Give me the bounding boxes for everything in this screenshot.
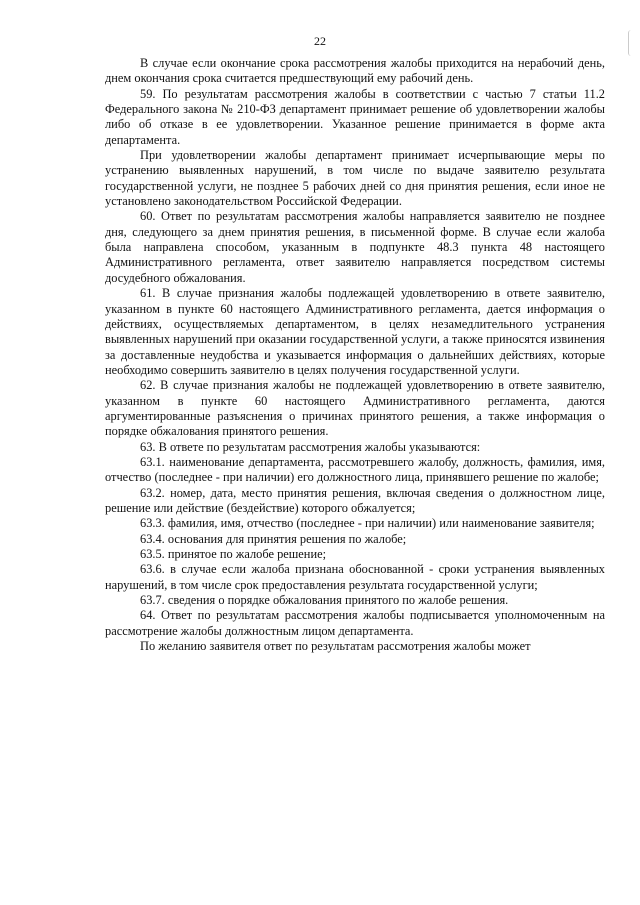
scan-edge-mark <box>628 30 634 56</box>
paragraph-63-2: 63.2. номер, дата, место принятия решения, включая сведения о должностном лице, решение или действие (бездействие) которого обжалуется; <box>105 485 605 515</box>
paragraph-63-1: 63.1. наименование департамента, рассмотревшего жалобу, должность, фамилия, имя, отчество (последнее - при наличии) его должностного лица, принявшего решение по жалобе; <box>105 454 605 485</box>
paragraph-final: По желанию заявителя ответ по результатам рассмотрения жалобы может <box>140 639 531 654</box>
paragraph-63-3: 63.3. фамилия, имя, отчество (последнее - при наличии) или наименование заявителя; <box>140 516 595 531</box>
paragraph-61: 61. В случае признания жалобы подлежащей удовлетворению в ответе заявителю, указанном в пункте 60 настоящего Административного регламента, дается информация о действиях, осуществляемых департаментом, в целях незамедлительного устранения выявленных нарушений при оказании государственной услуги, а также приносятся извинения за доставленные неудобства и указывается информация о дальнейших действиях, которые необходимо совершить заявителю в целях получения государственной услуги. <box>105 286 605 377</box>
paragraph-64: 64. Ответ по результатам рассмотрения жалобы подписывается уполномоченным на рассмотрение жалобы должностным лицом департамента. <box>105 608 605 638</box>
document-body <box>105 56 605 654</box>
paragraph-59: 59. По результатам рассмотрения жалобы в соответствии с частью 7 статьи 11.2 Федерального закона № 210-ФЗ департамент принимает решение об удовлетворении жалобы либо об отказе в ее удовлетворении. Указанное решение принимается в форме акта департамента. <box>105 86 605 147</box>
paragraph-63: 63. В ответе по результатам рассмотрения жалобы указываются: <box>140 439 481 454</box>
paragraph-63-7: 63.7. сведения о порядке обжалования принятого по жалобе решения. <box>140 593 509 608</box>
paragraph-63-5: 63.5. принятое по жалобе решение; <box>140 547 327 561</box>
page-number: 22 <box>314 34 326 48</box>
paragraph-deadline-holiday: В случае если окончание срока рассмотрения жалобы приходится на нерабочий день, днем окончания срока считается предшествующий ему рабочий день. <box>105 56 605 86</box>
paragraph-60: 60. Ответ по результатам рассмотрения жалобы направляется заявителю не позднее дня, следующего за днем принятия решения, в письменной форме. В случае если жалоба была направлена способом, указанным в подпункте 48.3 пункта 48 настоящего Административного регламента, ответ заявителю направляется посредством системы досудебного обжалования. <box>105 209 605 285</box>
paragraph-59-measures: При удовлетворении жалобы департамент принимает исчерпывающие меры по устранению выявленных нарушений, в том числе по выдаче заявителю результата государственной услуги, не позднее 5 рабочих дней со дня принятия решения, если иное не установлено законодательством Российской Федерации. <box>105 148 605 209</box>
paragraph-62: 62. В случае признания жалобы не подлежащей удовлетворению в ответе заявителю, указанном в пункте 60 настоящего Административного регламента, даются аргументированные разъяснения о причинах принятого решения, а также информация о порядке обжалования принятого решения. <box>105 378 605 439</box>
paragraph-63-6: 63.6. в случае если жалоба признана обоснованной - сроки устранения выявленных нарушений, в том числе срок предоставления результата государственной услуги; <box>105 562 605 592</box>
paragraph-63-4: 63.4. основания для принятия решения по жалобе; <box>140 531 407 546</box>
